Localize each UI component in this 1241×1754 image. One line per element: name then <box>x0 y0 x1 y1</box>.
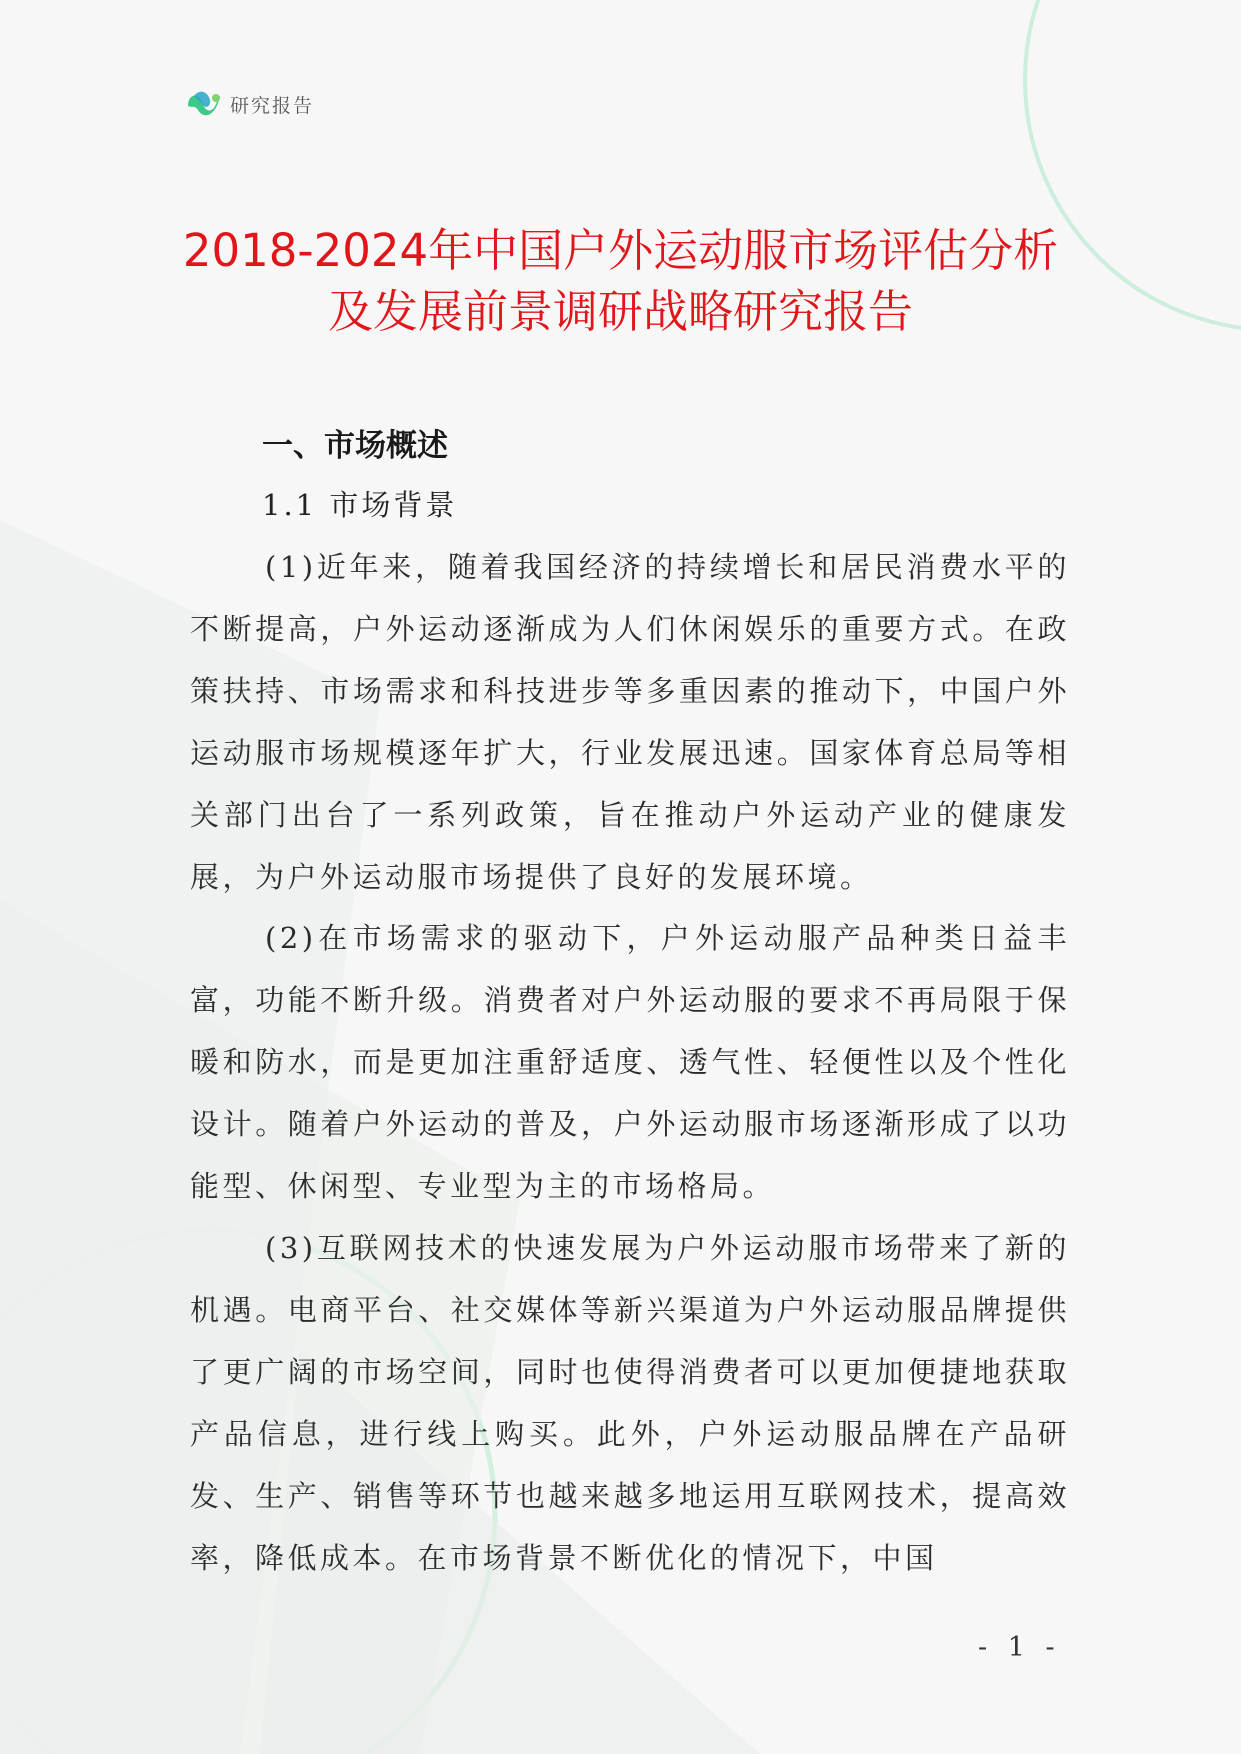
body-text <box>190 537 1070 1589</box>
header-logo <box>186 88 314 120</box>
paragraph-1: (1)近年来，随着我国经济的持续增长和居民消费水平的不断提高，户外运动逐渐成为人们休闲娱乐的重要方式。在政策扶持、市场需求和科技进步等多重因素的推动下，中国户外运动服市场规模逐年扩大，行业发展迅速。国家体育总局等相关部门出台了一系列政策，旨在推动户外运动产业的健康发展，为户外运动服市场提供了良好的发展环境。 <box>190 550 1070 894</box>
logo-icon <box>186 88 222 120</box>
title-line-1: 2018-2024年中国户外运动服市场评估分析 <box>182 224 1059 277</box>
subsection-heading: 1.1 市场背景 <box>262 488 458 522</box>
logo-text: 研究报告 <box>230 94 315 117</box>
title-line-2: 及发展前景调研战略研究报告 <box>327 285 913 338</box>
page-number: - 1 - <box>978 1632 1061 1663</box>
section-heading: 一、市场概述 <box>262 428 448 464</box>
paragraph-2: (2)在市场需求的驱动下，户外运动服产品种类日益丰富，功能不断升级。消费者对户外运动服的要求不再局限于保暖和防水，而是更加注重舒适度、透气性、轻便性以及个性化设计。随着户外运动的普及，户外运动服市场逐渐形成了以功能型、休闲型、专业型为主的市场格局。 <box>190 921 1070 1204</box>
document-title <box>150 220 1091 342</box>
paragraph-3: (3)互联网技术的快速发展为户外运动服市场带来了新的机遇。电商平台、社交媒体等新兴渠道为户外运动服品牌提供了更广阔的市场空间，同时也使得消费者可以更加便捷地获取产品信息，进行线上购买。此外，户外运动服品牌在产品研发、生产、销售等环节也越来越多地运用互联网技术，提高效率，降低成本。在市场背景不断优化的情况下，中国 <box>190 1230 1070 1575</box>
